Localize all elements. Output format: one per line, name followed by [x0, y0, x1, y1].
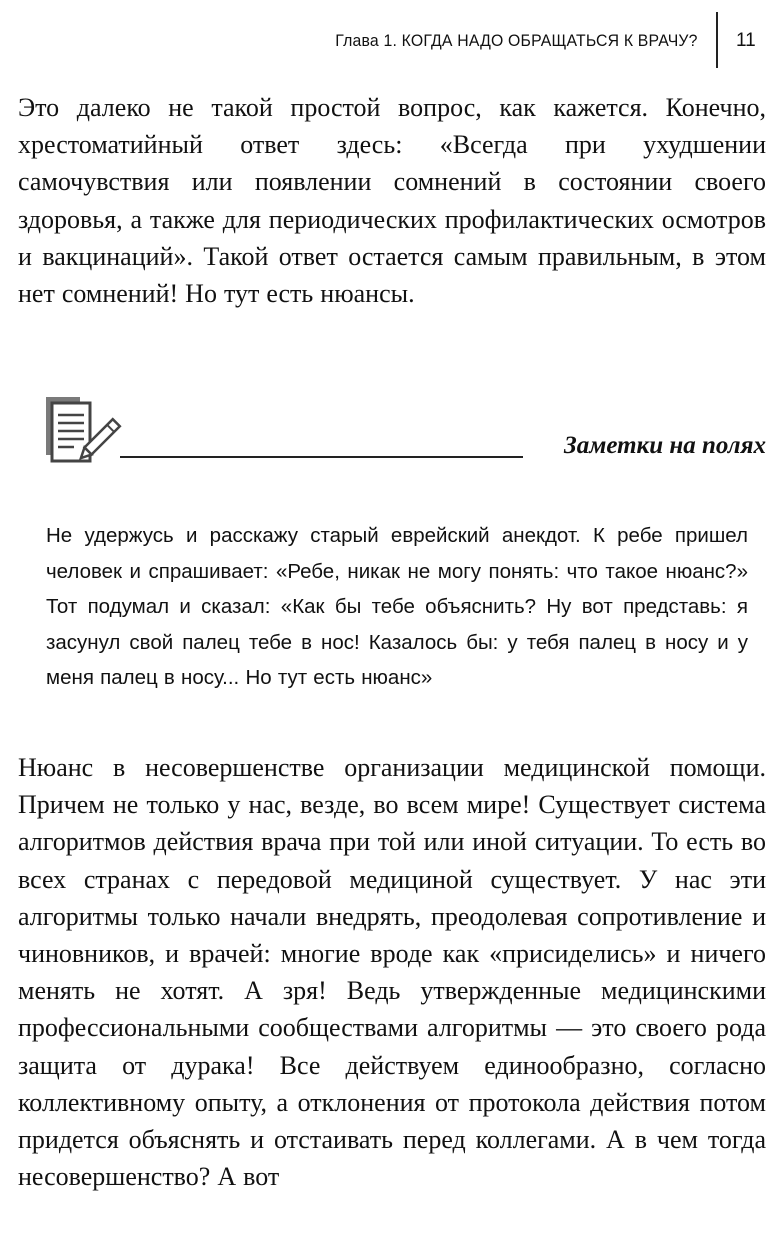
running-header — [0, 0, 780, 70]
notepad-pencil-icon — [40, 393, 132, 465]
chapter-title: Глава 1. КОГДА НАДО ОБРАЩАТЬСЯ К ВРАЧУ? — [335, 31, 698, 50]
notes-text: Не удержусь и расскажу старый еврейский анекдот. К ребе пришел человек и спрашивает: «Ребе, никак не могу понять: что такое нюанс?» Тот подумал и сказал: «Как бы тебе объяснить? Ну вот представь: я засунул свой палец тебе в нос! Казалось бы: у тебя палец в носу и у меня палец в носу... Но тут есть нюанс» — [46, 524, 748, 689]
notes-heading: Заметки на полях — [563, 432, 766, 459]
body-paragraph-2: Нюанс в несовершенстве организации медицинской помощи. Причем не только у нас, везде, во всем мире! Существует система алгоритмов действия врача при той или иной ситуации. То есть во всех странах с передовой медициной существует. У нас эти алгоритмы только начали внедрять, преодолевая сопротивление и чиновников, и врачей: многие вроде как «присиделись» и ничего менять не хотят. А зря! Ведь утвержденные медицинскими профессиональными сообществами алгоритмы — это своего рода защита от дурака! Все действуем единообразно, согласно коллективному опыту, а отклонения от протокола действия потом придется объяснять и отстаивать перед коллегами. А в чем тогда несовершенство? А вот — [18, 753, 766, 1192]
page-number: 11 — [736, 30, 756, 51]
notes-heading-rule — [120, 456, 523, 458]
body-paragraph-1: Это далеко не такой простой вопрос, как кажется. Конечно, хрестоматийный ответ здесь: «Всегда при ухудшении самочувствия или появлении сомнений в состоянии своего здоровья, а также для периодических профилактических осмотров и вакцинаций». Такой ответ остается самым правильным, в этом нет сомнений! Но тут есть нюансы. — [18, 93, 766, 309]
header-divider — [716, 12, 718, 68]
